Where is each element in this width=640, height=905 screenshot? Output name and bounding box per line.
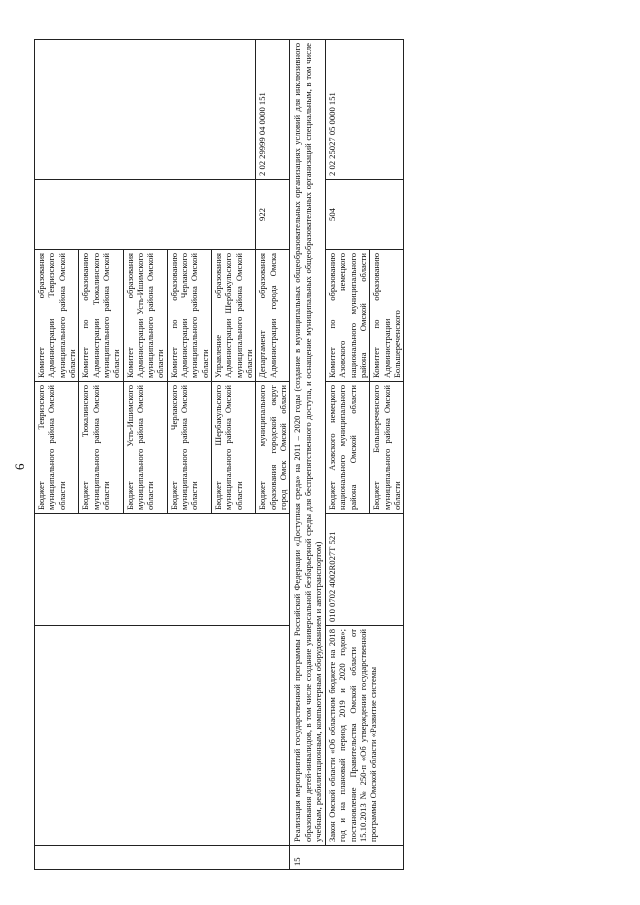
cell-recipient: Комитет по образованию Администрации Тюкалинского муниципального района Омской области: [79, 250, 123, 382]
table-row: [326, 40, 370, 870]
cell-legal-continued: [35, 626, 290, 846]
cell-code: [35, 180, 256, 250]
cell-recipient: Комитет по образованию Администрации Черлакского муниципального района Омской области: [167, 250, 211, 382]
cell-recipient: Комитет по образованию Азовского немецкого национального муниципального района Омской области: [326, 250, 370, 382]
cell-budget: Бюджет Большереченского муниципального района Омской области: [370, 382, 404, 514]
cell-kbk: 010 0702 4002R027Т 521: [326, 514, 404, 626]
table-row: [35, 40, 79, 870]
cell-recipient: Управление образования Администрации Шербакульского муниципального района Омской области: [212, 250, 256, 382]
page-number: 6: [12, 463, 27, 470]
cell-number-continued: [35, 846, 290, 870]
cell-budget: Бюджет Тевризского муниципального района Омской области: [35, 382, 79, 514]
cell-budget: Бюджет Черлакского муниципального района Омской области: [167, 382, 211, 514]
cell-budget: Бюджет Усть-Ишимского муниципального района Омской области: [123, 382, 167, 514]
appendix-table: [34, 39, 404, 870]
table-row: [290, 40, 326, 870]
cell-recipient: Комитет образования Администрации Усть-Ишимского муниципального района Омской области: [123, 250, 167, 382]
cell-budget: Бюджет Тюкалинского муниципального района Омской области: [79, 382, 123, 514]
cell-recipient: Департамент образования Администрации города Омска: [256, 250, 290, 382]
rotated-document-page: [12, 40, 619, 870]
cell-event-title: Реализация мероприятий государственной программы Российской Федерации «Доступная среда» на 2011 – 2020 годы (создание в муниципальных общеобразовательных организациях условий для инклюзивного образования детей-инвалидов, в том числе создание универсальной безбарьерной среды для беспрепятственного доступа, и оснащение муниципальных общеобразовательных организаций специальным, в том числе учебным, реабилитационным, компьютерным оборудованием и автотранспортом): [290, 40, 326, 846]
cell-income: 2 02 29999 04 0000 151: [256, 40, 290, 180]
cell-number: 15: [290, 846, 404, 870]
cell-budget: Бюджет Шербакульского муниципального района Омской области: [212, 382, 256, 514]
cell-income: [35, 40, 256, 180]
cell-budget: Бюджет муниципального образования городской округ город Омск Омской области: [256, 382, 290, 514]
cell-code: 922: [256, 180, 290, 250]
cell-income: 2 02 25027 05 0000 151: [326, 40, 404, 180]
cell-recipient: Комитет по образованию Администрации Большереченского: [370, 250, 404, 382]
cell-code: 504: [326, 180, 404, 250]
cell-kbk-continued: [35, 514, 290, 626]
cell-budget: Бюджет Азовского немецкого национального муниципального района Омской области: [326, 382, 370, 514]
cell-recipient: Комитет образования Администрации Тевризского муниципального района Омской области: [35, 250, 79, 382]
cell-legal-basis: Закон Омской области «Об областном бюджете на 2018 год и на плановый период 2019 и 2020 годов»; постановление Правительства Омской области от 15.10.2013 № 250-п «Об утверждении государственной программы Омской области «Развитие системы: [326, 626, 404, 846]
